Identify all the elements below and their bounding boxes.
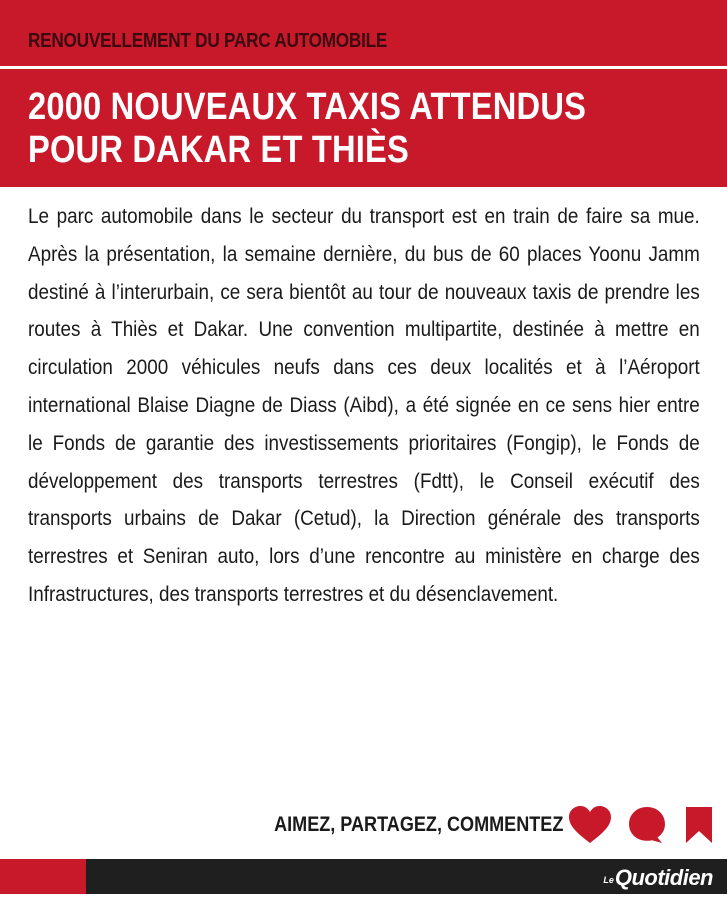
bookmark-icon[interactable] [685,806,713,844]
logo-name: Quotidien [614,865,713,890]
section-kicker: RENOUVELLEMENT DU PARC AUTOMOBILE [28,30,388,52]
engagement-bar [227,802,727,848]
footer-bar [0,859,727,894]
bottom-margin [0,894,727,911]
heart-icon[interactable] [567,805,613,845]
cta-label: AIMEZ, PARTAGEZ, COMMENTEZ [273,813,563,836]
newspaper-logo[interactable] [603,863,713,891]
article-headline: 2000 NOUVEAUX TAXIS ATTENDUS POUR DAKAR ET THIÈS [28,86,587,171]
header-banner [0,0,727,187]
article-body: Le parc automobile dans le secteur du transport est en train de faire sa mue. Après la présentation, la semaine dernière, du bus de 60 places Yoonu Jamm destiné à l’interurbain, ce sera bientôt au tour de nouveaux taxis de prendre les routes à Thiès et Dakar. Une convention multipartite, destinée à mettre en circulation 2000 véhicules neufs dans ces deux localités et à l’Aéroport international Blaise Diagne de Diass (Aibd), a été signée en ce sens hier entre le Fonds de garantie des investissements prioritaires (Fongip), le Fonds de développement des transports terrestres (Fdtt), le Conseil exécutif des transports urbains de Dakar (Cetud), la Direction générale des transports terrestres et Seniran auto, lors d’une rencontre au ministère en charge des Infrastructures, des transports terrestres et du désenclavement. [28,204,700,606]
comment-icon[interactable] [627,805,667,845]
footer-accent [0,859,86,894]
header-divider [0,66,727,69]
logo-prefix: Le [603,875,614,885]
